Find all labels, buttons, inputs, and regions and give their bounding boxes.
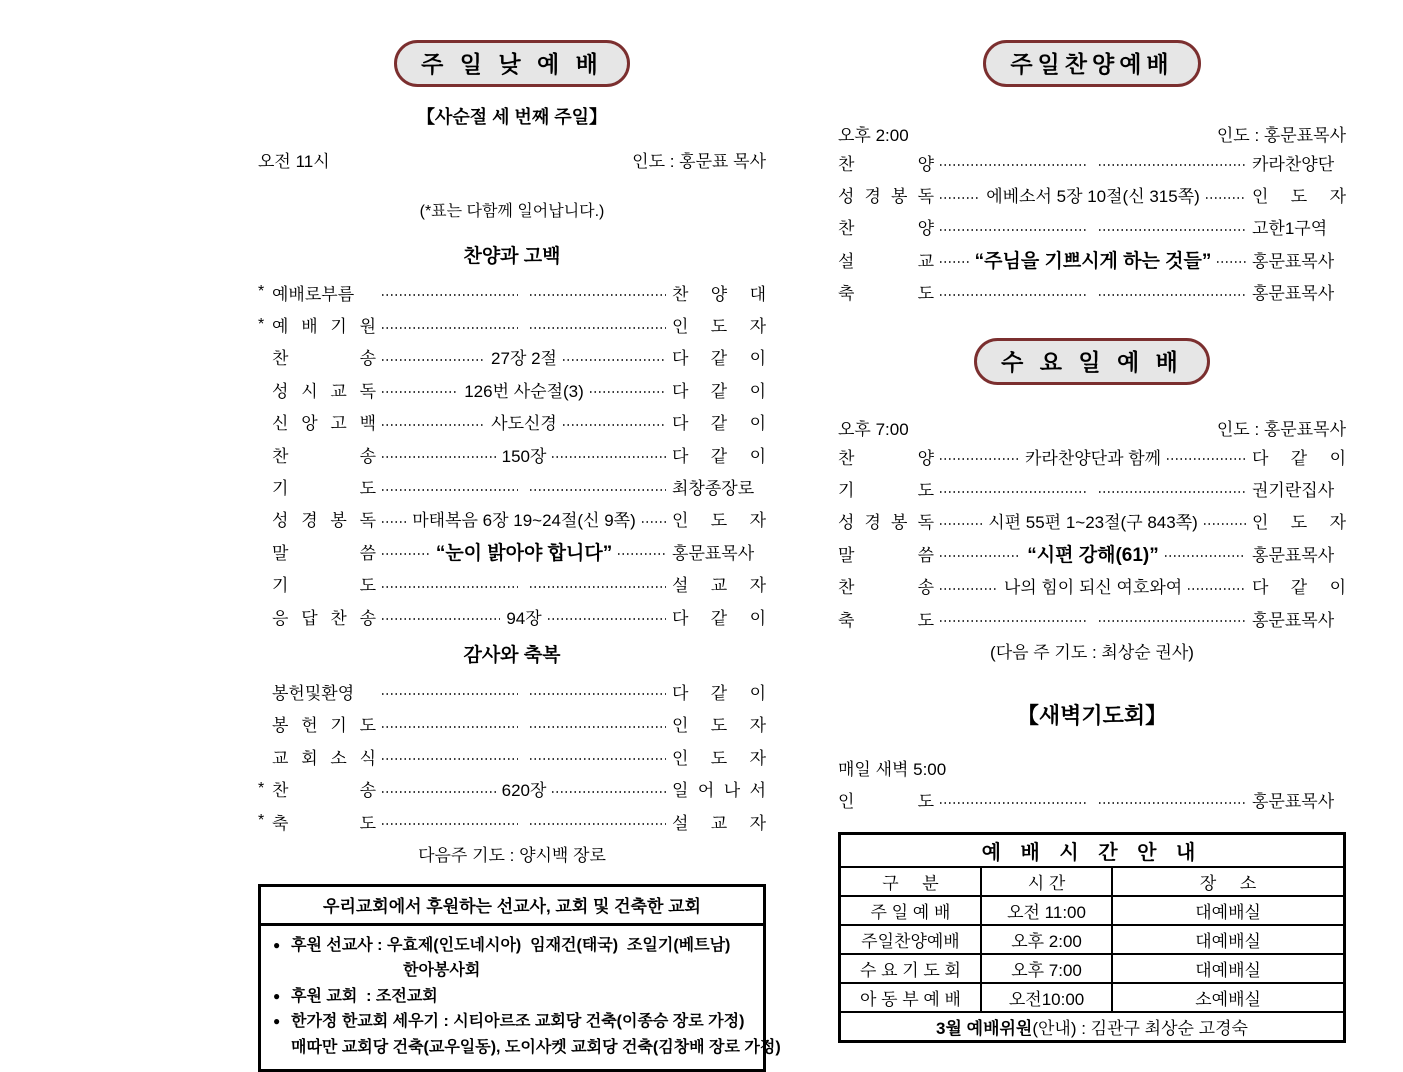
right-services-column (838, 0, 1346, 1043)
support-line-building-cont: 매따만 교회당 건축(교우일동), 도이사켓 교회당 건축(김창배 장로 가정) (273, 1035, 753, 1061)
dotted-leader (382, 327, 518, 329)
order-item-person: 최창종장로 (672, 479, 755, 499)
wednesday-service-title: 수 요 일 예 배 (974, 338, 1210, 385)
order-item-label: 찬 송 (838, 578, 934, 598)
order-row (258, 675, 766, 707)
service-meta-row (838, 121, 1346, 146)
service-meta-row (258, 147, 766, 172)
cell-service-place: 대예배실 (1112, 925, 1344, 954)
order-row (838, 472, 1346, 504)
sermon-title: “시편 강해(61)” (1027, 544, 1159, 566)
order-item-person: 홍문표목사 (1252, 284, 1335, 304)
dotted-leader (940, 523, 982, 525)
dawn-prayer-heading: 【새벽기도회】 (1016, 702, 1168, 728)
order-item-content: 620장 (501, 781, 547, 801)
dotted-leader (1099, 620, 1246, 622)
dotted-leader (563, 424, 666, 426)
order-item-person: 인 도 자 (672, 748, 766, 768)
cell-service-place: 대예배실 (1112, 896, 1344, 925)
sermon-title: “주님을 기쁘시게 하는 것들” (974, 250, 1212, 272)
column-header-place: 장 소 (1112, 867, 1344, 896)
cell-service-name: 아 동 부 예 배 (840, 983, 981, 1012)
order-item-person: 홍문표목사 (1252, 251, 1335, 271)
table-row (840, 896, 1345, 925)
dotted-leader (1099, 229, 1246, 231)
dotted-leader (382, 758, 518, 760)
dotted-leader (530, 586, 666, 588)
bullet-icon: ● (273, 988, 281, 1003)
sunday-praise-service-title: 주일찬양예배 (983, 40, 1200, 87)
order-row (838, 784, 1346, 816)
cell-service-name: 주 일 예 배 (840, 896, 981, 925)
support-line-church: ● 후원 교회 : 조전교회 (273, 984, 753, 1010)
order-item-person: 다 같 이 (672, 608, 766, 628)
order-item-label: 축 도 (838, 610, 934, 630)
order-row (258, 503, 766, 535)
order-row (258, 805, 766, 837)
dotted-leader (530, 758, 666, 760)
cell-service-time: 오후 7:00 (981, 954, 1112, 983)
support-line-building: ● 한가정 한교회 세우기 : 시티아르조 교회당 건축(이종승 장로 가정) (273, 1009, 753, 1035)
order-item-person: 카라찬양단 (1252, 154, 1335, 174)
order-row-sermon (838, 537, 1346, 569)
dotted-leader (382, 618, 500, 620)
dotted-leader (1165, 555, 1246, 557)
order-item-person: 다 같 이 (672, 349, 766, 369)
worship-time-table-title: 예 배 시 간 안 내 (840, 834, 1345, 868)
order-item-person: 설 교 자 (672, 813, 766, 833)
dotted-leader (530, 726, 666, 728)
dotted-leader (940, 229, 1087, 231)
dotted-leader (548, 618, 666, 620)
order-row (258, 568, 766, 600)
dotted-leader (940, 164, 1087, 166)
cell-service-time: 오전10:00 (981, 983, 1112, 1012)
order-item-label: 기 도 (272, 576, 376, 596)
order-item-person: 일 어 나 서 (672, 781, 767, 801)
service-time: 오후 7:00 (838, 419, 909, 439)
stand-asterisk: * (258, 779, 265, 797)
order-item-person: 인 도 자 (672, 716, 766, 736)
service-leader: 인도 : 홍문표목사 (1216, 126, 1346, 145)
dotted-leader (382, 553, 430, 555)
order-item-person: 홍문표목사 (1252, 545, 1335, 565)
dotted-leader (563, 359, 666, 361)
cell-service-place: 소예배실 (1112, 983, 1344, 1012)
order-item-content: 150장 (501, 446, 547, 466)
order-row (838, 276, 1346, 308)
stand-note: (*표는 다함께 일어납니다.) (419, 203, 605, 220)
bullet-icon (385, 958, 403, 984)
order-row (838, 505, 1346, 537)
order-item-person: 홍문표목사 (1252, 610, 1335, 630)
dotted-leader (1217, 261, 1246, 263)
dotted-leader (382, 424, 485, 426)
dotted-leader (940, 802, 1087, 804)
mission-support-box (258, 884, 781, 1072)
dotted-leader (1167, 458, 1246, 460)
dotted-leader (382, 693, 518, 695)
order-item-label: 예배로부름 (272, 284, 355, 304)
order-item-content: 94장 (506, 608, 542, 628)
stand-asterisk: * (258, 315, 265, 333)
dotted-leader (642, 521, 666, 523)
order-item-label: 신 앙 고 백 (272, 414, 376, 434)
order-row (258, 373, 766, 405)
order-item-label: 인 도 (838, 792, 934, 812)
march-ushers-rest: (안내) : 김관구 최상순 고경숙 (1032, 1019, 1248, 1039)
order-row (258, 406, 766, 438)
service-meta-row (838, 415, 1346, 440)
next-week-prayer-note: 다음주 기도 : 양시백 장로 (418, 845, 606, 865)
order-item-content: 마태복음 6장 19~24절(신 9쪽) (412, 511, 636, 531)
dotted-leader (940, 588, 998, 590)
cell-service-time: 오전 11:00 (981, 896, 1112, 925)
order-item-person: 인 도 자 (672, 317, 766, 337)
order-item-content: 카라찬양단과 함께 (1024, 448, 1162, 468)
order-item-label: 말 씀 (272, 543, 376, 563)
order-row (838, 178, 1346, 210)
order-item-content: 시편 55편 1~23절(구 843쪽) (988, 513, 1198, 533)
order-item-person: 홍문표목사 (1252, 792, 1335, 812)
sermon-title: “눈이 밝아야 합니다” (435, 542, 613, 564)
table-row (840, 925, 1345, 954)
order-item-person: 다 같 이 (672, 414, 767, 434)
order-item-content: 126번 사순절(3) (464, 381, 584, 401)
dotted-leader (530, 489, 666, 491)
bullet-icon: ● (273, 937, 281, 952)
order-item-person: 다 같 이 (672, 446, 767, 466)
order-item-label: 찬 양 (838, 219, 934, 239)
dotted-leader (1204, 523, 1246, 525)
order-item-label: 성 경 봉 독 (838, 187, 934, 207)
table-row (840, 983, 1345, 1012)
dotted-leader (1099, 802, 1246, 804)
dotted-leader (382, 359, 485, 361)
dotted-leader (940, 197, 980, 199)
order-row (258, 308, 766, 340)
order-item-label: 성 경 봉 독 (272, 511, 376, 531)
order-item-label: 축 도 (838, 284, 934, 304)
dotted-leader (940, 491, 1087, 493)
order-item-person: 다 같 이 (672, 381, 766, 401)
order-item-person: 찬 양 대 (672, 284, 766, 304)
dotted-leader (940, 261, 969, 263)
order-item-person: 다 같 이 (1252, 578, 1347, 598)
dotted-leader (382, 726, 518, 728)
order-item-person: 홍문표목사 (672, 543, 755, 563)
dotted-leader (940, 294, 1087, 296)
order-item-label: 기 도 (272, 479, 376, 499)
dotted-leader (382, 791, 496, 793)
order-item-label: 설 교 (838, 251, 934, 271)
cell-service-time: 오후 2:00 (981, 925, 1112, 954)
lent-subtitle: 【사순절 세 번째 주일】 (416, 107, 608, 127)
order-item-label: 기 도 (838, 481, 934, 501)
support-line-missionaries: ● 후원 선교사 : 우효제(인도네시아) 임재건(태국) 조일기(베트남) (273, 933, 753, 959)
mission-support-body (261, 926, 781, 1070)
order-item-label: 찬 양 (838, 154, 934, 174)
cell-service-place: 대예배실 (1112, 954, 1344, 983)
stand-asterisk: * (258, 283, 265, 301)
dotted-leader (530, 823, 666, 825)
order-row (258, 740, 766, 772)
next-week-prayer-note: (다음 주 기도 : 최상순 권사) (990, 642, 1194, 662)
section-heading-thanks-blessing: 감사와 축복 (463, 645, 561, 667)
dotted-leader (382, 294, 518, 296)
order-row (258, 772, 766, 804)
order-row-sermon (838, 243, 1346, 275)
table-header-row (840, 867, 1345, 896)
order-item-label: 축 도 (272, 813, 376, 833)
order-row-sermon (258, 535, 766, 567)
section-heading-praise-confession: 찬양과 고백 (463, 246, 561, 267)
order-item-person: 권기란집사 (1252, 481, 1335, 501)
order-item-label: 성 경 봉 독 (838, 513, 934, 533)
order-item-content: 나의 힘이 되신 여호와여 (1003, 578, 1183, 598)
dotted-leader (530, 693, 666, 695)
order-row (838, 602, 1346, 634)
order-row (838, 570, 1346, 602)
mission-support-title: 우리교회에서 후원하는 선교사, 교회 및 건축한 교회 (261, 887, 763, 926)
column-header-category: 구 분 (840, 867, 981, 896)
dotted-leader (940, 458, 1019, 460)
dotted-leader (1099, 491, 1246, 493)
order-item-person: 다 같 이 (1252, 448, 1347, 468)
order-item-label: 성 시 교 독 (272, 381, 376, 401)
column-header-time: 시 간 (981, 867, 1112, 896)
order-item-content: 에베소서 5장 10절(신 315쪽) (986, 187, 1200, 207)
cell-service-name: 수 요 기 도 회 (840, 954, 981, 983)
bullet-icon: ● (273, 1014, 281, 1029)
dotted-leader (552, 456, 666, 458)
dotted-leader (1206, 197, 1246, 199)
order-row (258, 470, 766, 502)
sunday-day-service-title: 주 일 낮 예 배 (394, 40, 630, 87)
cell-service-name: 주일찬양예배 (840, 925, 981, 954)
order-item-label: 말 씀 (838, 545, 934, 565)
order-row (258, 438, 766, 470)
order-item-label: 봉 헌 기 도 (272, 716, 376, 736)
order-item-person: 인 도 자 (1252, 513, 1346, 533)
sunday-day-service-column (258, 0, 781, 1072)
dotted-leader (382, 456, 496, 458)
dotted-leader (382, 521, 406, 523)
dotted-leader (382, 586, 518, 588)
order-item-person: 인 도 자 (1252, 187, 1347, 207)
order-item-label: 찬 송 (272, 781, 376, 801)
stand-asterisk: * (258, 812, 265, 830)
order-item-person: 다 같 이 (672, 683, 766, 703)
order-item-label: 찬 양 (838, 448, 934, 468)
dotted-leader (530, 294, 666, 296)
order-item-label: 예 배 기 원 (272, 317, 376, 337)
dotted-leader (1099, 164, 1246, 166)
order-row (258, 708, 766, 740)
order-item-person: 설 교 자 (672, 576, 766, 596)
order-item-label: 응 답 찬 송 (272, 608, 376, 628)
bullet-icon (273, 1035, 291, 1061)
dotted-leader (618, 553, 666, 555)
service-leader: 인도 : 홍문표 목사 (632, 152, 766, 171)
service-leader: 인도 : 홍문표목사 (1216, 419, 1346, 439)
order-row (838, 440, 1346, 472)
order-row (838, 146, 1346, 178)
march-ushers-note (840, 1012, 1345, 1042)
dotted-leader (1099, 294, 1246, 296)
dotted-leader (382, 823, 518, 825)
dawn-prayer-time: 매일 새벽 5:00 (838, 760, 947, 780)
order-item-label: 교 회 소 식 (272, 748, 376, 768)
dotted-leader (1188, 588, 1246, 590)
support-line-missionaries-cont: 한아봉사회 (385, 958, 753, 984)
order-row (258, 600, 766, 632)
dotted-leader (552, 791, 666, 793)
dotted-leader (382, 489, 518, 491)
order-item-content: 사도신경 (491, 414, 557, 434)
order-item-content: 27장 2절 (491, 349, 557, 369)
dotted-leader (940, 555, 1021, 557)
dotted-leader (530, 327, 666, 329)
order-item-label: 봉헌및환영 (272, 683, 355, 703)
dotted-leader (590, 391, 666, 393)
dotted-leader (382, 391, 458, 393)
order-row (258, 276, 766, 308)
worship-time-table (838, 832, 1346, 1043)
service-time: 오전 11시 (258, 152, 330, 171)
order-item-label: 찬 송 (272, 349, 376, 369)
table-footer-row (840, 1012, 1345, 1042)
order-item-label: 찬 송 (272, 446, 376, 466)
order-item-person: 고한1구역 (1252, 219, 1328, 239)
order-row (258, 341, 766, 373)
table-row (840, 954, 1345, 983)
march-ushers-bold: 3월 예배위원 (936, 1019, 1033, 1039)
service-time: 오후 2:00 (838, 126, 909, 145)
order-row (838, 211, 1346, 243)
dotted-leader (940, 620, 1087, 622)
order-item-person: 인 도 자 (672, 511, 766, 531)
